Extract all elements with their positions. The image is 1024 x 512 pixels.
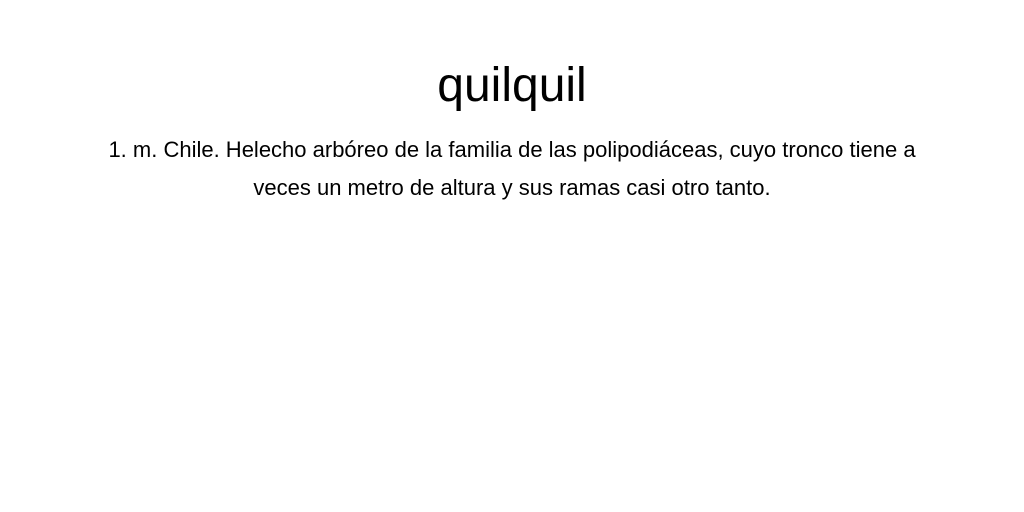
entry-word: quilquil <box>437 59 587 112</box>
entry-definition: 1. m. Chile. Helecho arbóreo de la familia de las polipodiáceas, cuyo tronco tiene a veces un metro de altura y sus ramas casi otro tanto. <box>108 137 916 200</box>
